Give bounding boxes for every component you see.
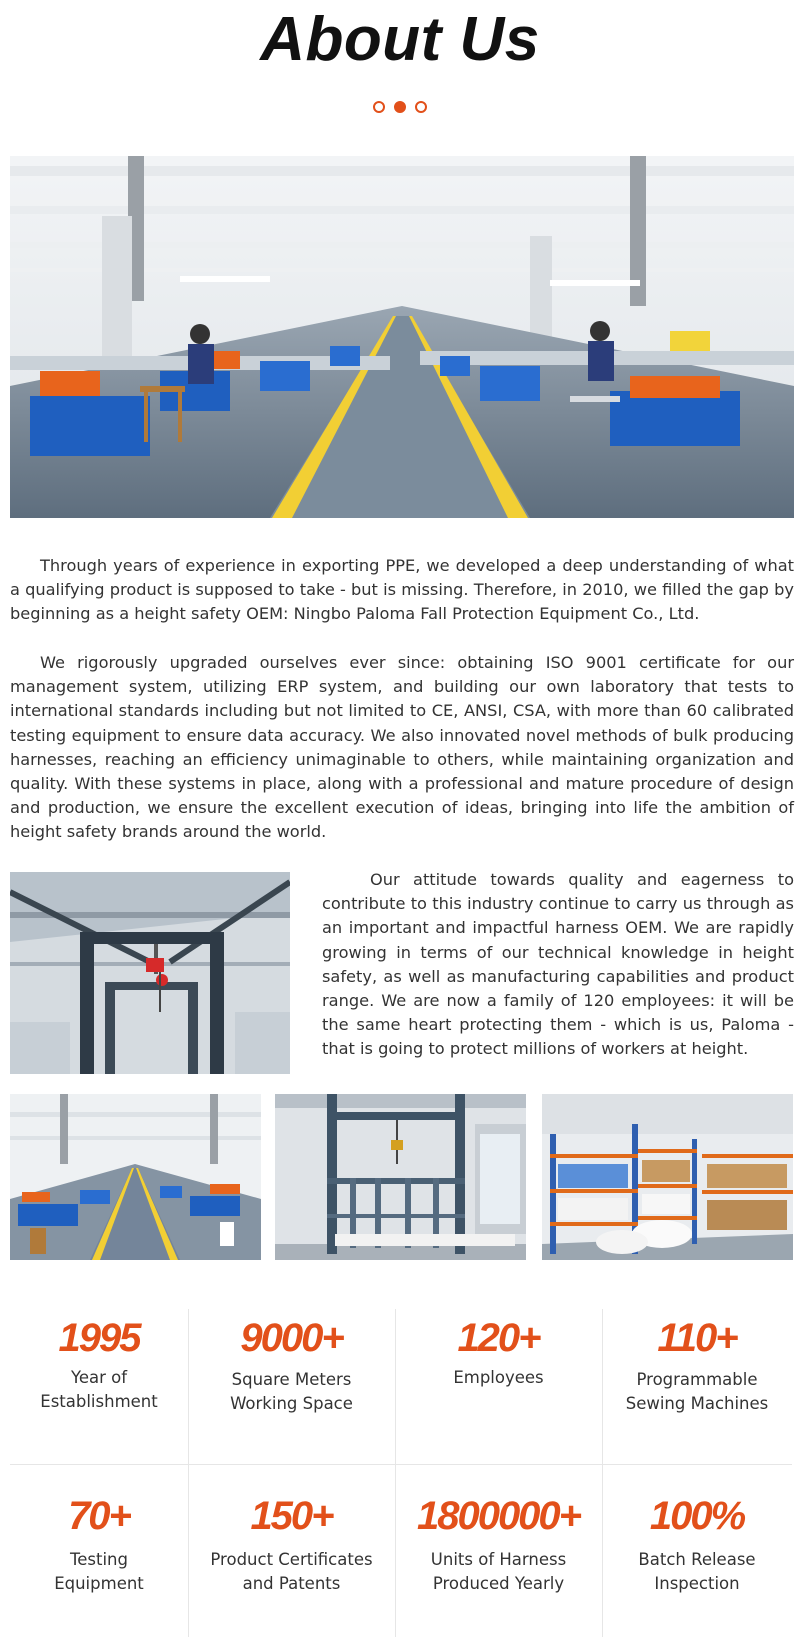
stat-employees [395, 1312, 602, 1390]
stat-label: Batch Release [638, 1550, 756, 1569]
carousel-dot-3[interactable] [415, 101, 427, 113]
upgrade-paragraph: We rigorously upgraded ourselves ever since: obtaining ISO 9001 certificate for our management system, utilizing ERP system, and building our own laboratory that tests to international standards including but not limited to CE, ANSI, CSA, with more than 60 calibrated testing equipment to ensure data accuracy. We also innovated novel methods of bulk producing harnesses, reaching an efficiency unimaginable to others, while maintaining organization and quality. With these systems in place, along with a professional and mature procedure of design and production, we ensure the excellent execution of ideas, bringing into life the ambition of height safety brands around the world. [10, 653, 794, 842]
stat-label: Inspection [654, 1574, 740, 1593]
stat-year-of-establishment [10, 1312, 188, 1414]
lift-frame-thumbnail[interactable] [275, 1094, 526, 1260]
stat-label: Employees [453, 1368, 544, 1387]
warehouse-thumbnail[interactable] [542, 1094, 793, 1260]
stat-working-space [188, 1312, 395, 1416]
stat-label: Establishment [40, 1392, 158, 1411]
stat-label: and Patents [242, 1574, 341, 1593]
carousel-dots [0, 101, 800, 113]
stat-label: Testing [69, 1550, 128, 1569]
intro-paragraph: Through years of experience in exporting PPE, we developed a deep understanding of what a qualifying product is supposed to take - but is missing. Therefore, in 2010, we filled the gap by beginning as a height safety OEM: Ningbo Paloma Fall Protection Equipment Co., Ltd. [10, 556, 794, 624]
stat-number: 150+ [250, 1494, 333, 1538]
stat-label: Year of [70, 1368, 128, 1387]
stat-label: Produced Yearly [432, 1574, 565, 1593]
stat-certificates-patents [188, 1490, 395, 1596]
stat-label: Product Certificates [210, 1550, 373, 1569]
stat-label: Units of Harness [430, 1550, 567, 1569]
production-line-thumbnail[interactable] [10, 1094, 261, 1260]
stat-label: Square Meters [231, 1370, 352, 1389]
stat-batch-inspection [602, 1490, 792, 1596]
factory-floor-photo [10, 156, 794, 518]
stat-label: Equipment [54, 1574, 144, 1593]
stat-number: 1995 [58, 1316, 140, 1360]
stat-number: 110+ [657, 1316, 737, 1360]
stat-label: Programmable [636, 1370, 758, 1389]
stat-sewing-machines [602, 1312, 792, 1416]
attitude-paragraph: Our attitude towards quality and eagerness to contribute to this industry continue to carry us through as an important and impactful harness OEM. We are rapidly growing in terms of our technical knowledge in height safety, as well as manufacturing capabilities and product range. We are now a family of 120 employees: it will be the same heart protecting them - which is us, Paloma - that is going to protect millions of workers at height. [322, 870, 794, 1059]
stat-units-produced [395, 1490, 602, 1596]
grid-divider [10, 1464, 792, 1465]
stat-label: Sewing Machines [625, 1394, 769, 1413]
carousel-dot-1[interactable] [373, 101, 385, 113]
lift-frame-photo [10, 872, 290, 1074]
stat-number: 9000+ [240, 1316, 343, 1360]
stat-number: 120+ [457, 1316, 540, 1360]
company-stats-grid [10, 1309, 792, 1637]
page-title: About Us [260, 5, 540, 74]
stat-number: 100% [649, 1494, 745, 1538]
stat-testing-equipment [10, 1490, 188, 1596]
carousel-dot-2-active[interactable] [394, 101, 406, 113]
stat-number: 1800000+ [416, 1494, 581, 1538]
stat-label: Working Space [230, 1394, 353, 1413]
stat-number: 70+ [68, 1494, 130, 1538]
